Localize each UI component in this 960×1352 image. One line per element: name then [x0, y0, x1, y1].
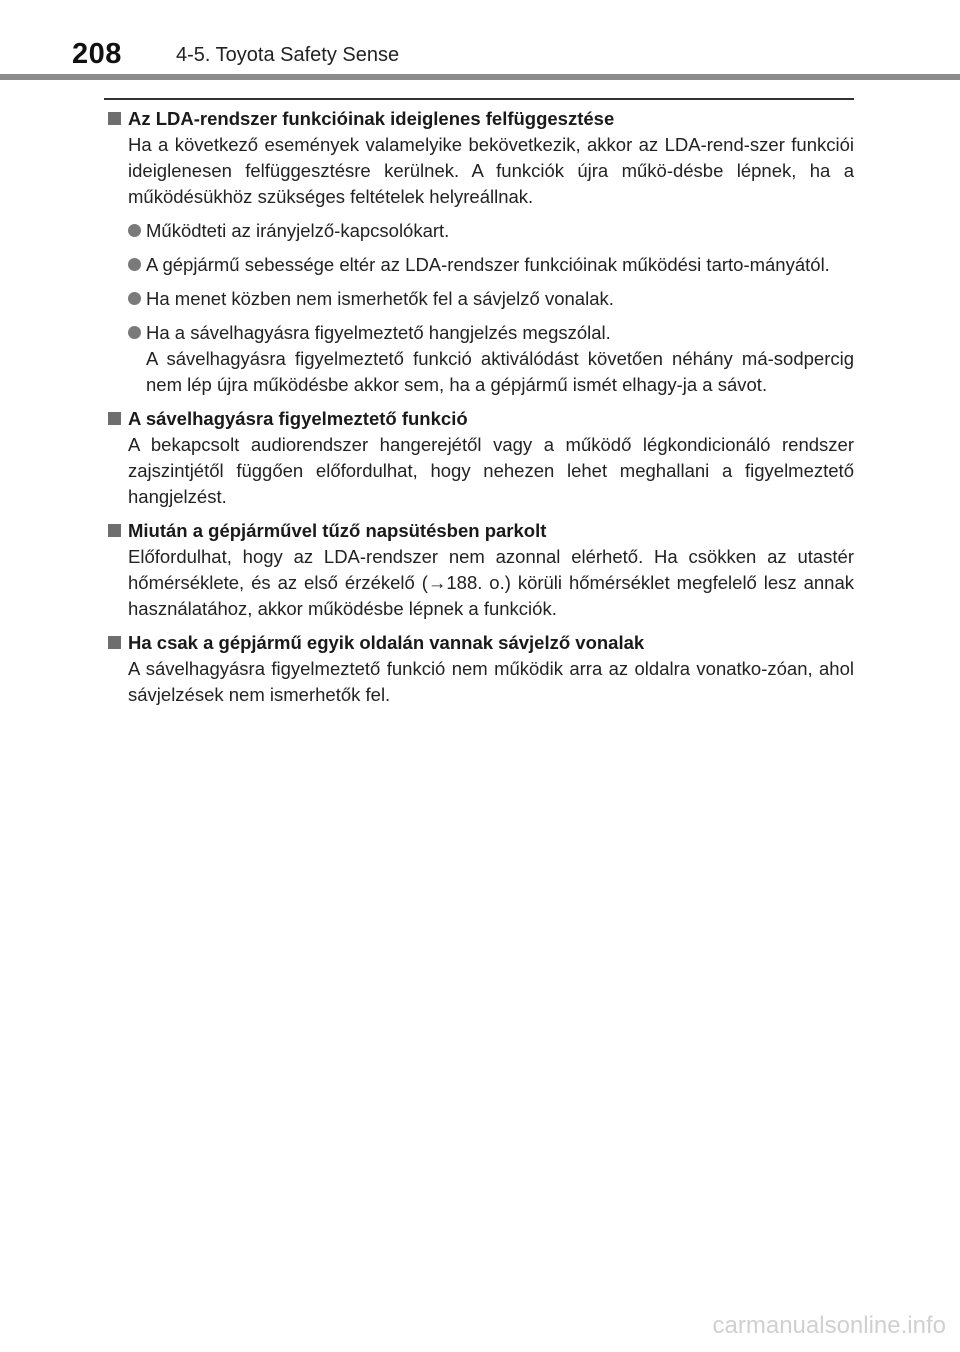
- list-item: [128, 286, 854, 312]
- main-content: [104, 106, 854, 708]
- list-item-text: Ha menet közben nem ismerhetők fel a sávjelző vonalak.: [146, 288, 614, 309]
- section-heading-text: Az LDA-rendszer funkcióinak ideiglenes felfüggesztése: [128, 108, 615, 129]
- section-heading-text: A sávelhagyásra figyelmeztető funkció: [128, 408, 468, 429]
- section-heading: [104, 406, 854, 432]
- section-title: 4-5. Toyota Safety Sense: [176, 44, 400, 66]
- list-item-text: Ha a sávelhagyásra figyelmeztető hangjelzés megszólal.: [146, 322, 611, 343]
- square-bullet-icon: [108, 412, 121, 425]
- list-item-continuation: A sávelhagyásra figyelmeztető funkció aktiválódást követően néhány má-sodpercig nem lép újra működésbe akkor sem, ha a gépjármű ismét elhagy-ja a sávot.: [146, 348, 854, 395]
- circle-bullet-icon: [128, 224, 141, 237]
- list-item-text: A gépjármű sebessége eltér az LDA-rendszer funkcióinak működési tarto-mányától.: [146, 254, 830, 275]
- list-item-text: Működteti az irányjelző-kapcsolókart.: [146, 220, 450, 241]
- section-heading-text: Ha csak a gépjármű egyik oldalán vannak sávjelző vonalak: [128, 632, 645, 653]
- circle-bullet-icon: [128, 258, 141, 271]
- section-paragraph: Ha a következő események valamelyike bekövetkezik, akkor az LDA-rend-szer funkciói ideiglenesen felfüggesztésre kerülnek. A funkciók újra műkö-désbe lépnek, ha a működésükhöz szükséges feltételek helyreállnak.: [128, 134, 854, 207]
- section-paragraph: A sávelhagyásra figyelmeztető funkció nem működik arra az oldalra vonatko-zóan, ahol sávjelzések nem ismerhetők fel.: [128, 658, 854, 705]
- square-bullet-icon: [108, 524, 121, 537]
- section-heading: [104, 106, 854, 132]
- section-paragraph: Előfordulhat, hogy az LDA-rendszer nem azonnal elérhető. Ha csökken az utastér hőmérséklete, és az első érzékelő (→188. o.) körüli hőmérséklet megfelelő lesz annak használatához, akkor működésbe lépnek a funkciók.: [128, 546, 854, 619]
- circle-bullet-icon: [128, 292, 141, 305]
- square-bullet-icon: [108, 112, 121, 125]
- section-heading: [104, 518, 854, 544]
- list-item: [128, 320, 854, 398]
- page-number: 208: [72, 38, 122, 70]
- section-heading: [104, 630, 854, 656]
- content-rule: [104, 98, 854, 100]
- list-item: [128, 218, 854, 244]
- watermark: carmanualsonline.info: [712, 1312, 946, 1339]
- header-rule: [0, 74, 960, 80]
- section-paragraph: A bekapcsolt audiorendszer hangerejétől vagy a működő légkondicionáló rendszer zajszintjétől függően előfordulhat, hogy nehezen lehet meghallani a figyelmeztető hangjelzést.: [128, 434, 854, 507]
- page-header: [0, 30, 960, 82]
- square-bullet-icon: [108, 636, 121, 649]
- section-heading-text: Miután a gépjárművel tűző napsütésben parkolt: [128, 520, 547, 541]
- circle-bullet-icon: [128, 326, 141, 339]
- list-item: [128, 252, 854, 278]
